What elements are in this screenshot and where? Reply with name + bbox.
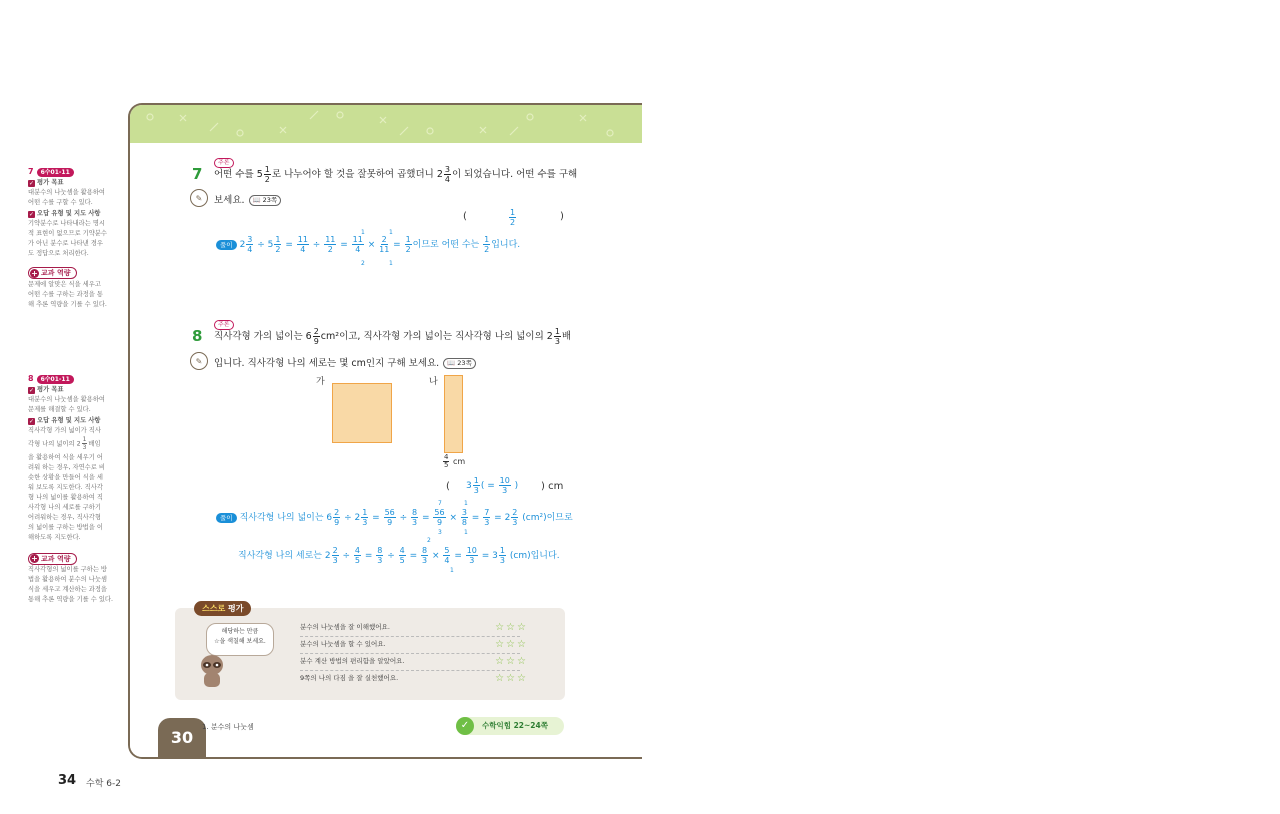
question-7-number: 7 (192, 165, 203, 183)
cancel-small-bottom: 1 (450, 567, 454, 574)
margin-q7-number: 7 (28, 167, 34, 176)
goal-title: 평가 목표 (37, 179, 64, 186)
goal-line: 문제를 해결할 수 있다. (28, 406, 91, 413)
error-line: 가 아닌 분수로 나타낸 경우 (28, 240, 103, 247)
answer-paren-open: ( (446, 481, 450, 492)
competency-line: 통해 추론 역량을 기를 수 있다. (28, 596, 114, 603)
cancel-small-bottom: 1 (464, 529, 468, 536)
reasoning-badge: 추론 (214, 158, 234, 168)
pencil-icon: ✎ (190, 352, 208, 370)
answer-paren-close: ) (560, 211, 564, 222)
goal-title: 평가 목표 (37, 386, 64, 393)
cancel-small-top: 2 (427, 537, 431, 544)
rectangle-ga (332, 383, 392, 443)
cancel-small-bottom: 1 (389, 260, 393, 267)
star-rating[interactable]: ☆☆☆ (495, 639, 528, 650)
cancel-small-top: 1 (389, 229, 393, 236)
competency-badge: + 교과 역량 (28, 267, 77, 279)
raccoon-mascot-icon (196, 653, 228, 689)
chapter-title: 1. 분수의 나눗셈 (202, 723, 254, 731)
check-icon: ✓ (28, 386, 35, 394)
reasoning-badge: 추론 (214, 320, 234, 330)
error-title: 오답 유형 및 지도 사항 (37, 210, 101, 217)
self-eval-row: 분수 계산 방법의 편리함을 알았어요. ☆☆☆ (300, 653, 520, 671)
star-rating[interactable]: ☆☆☆ (495, 673, 528, 684)
margin-q8-tag: 6수01-11 (37, 375, 74, 384)
margin-note-q8 (28, 374, 118, 605)
instruction-bubble: 해당하는 만큼 ☆을 색칠해 보세요. (206, 623, 274, 656)
error-line: 어려워하는 경우, 직사각형 (28, 513, 101, 521)
banner-pattern (130, 105, 642, 145)
question-7-answer: $\frac{1}{2}$ (510, 208, 516, 227)
error-title: 오답 유형 및 지도 사항 (37, 417, 101, 424)
goal-line: 어떤 수를 구할 수 있다. (28, 199, 93, 206)
competency-line: 어떤 수를 구하는 과정을 통 (28, 290, 103, 298)
book-icon: 📖 (252, 196, 261, 204)
error-line: 슷한 상황을 만들어 식을 세 (28, 473, 103, 481)
star-rating[interactable]: ☆☆☆ (495, 622, 528, 633)
page-number: 30 (158, 718, 206, 758)
error-line: 을 활용하여 식을 세우기 어 (28, 453, 103, 461)
error-line: 사각형 나의 세로를 구하기 (28, 503, 101, 511)
competency-line: 법을 활용하여 분수의 나눗셈 (28, 576, 107, 583)
answer-unit: ) cm (541, 481, 564, 492)
rectangle-na (444, 375, 463, 453)
error-line: 도 정답으로 처리한다. (28, 250, 89, 257)
textbook-ref: 📖 23쪽 (443, 358, 476, 369)
outer-page-number: 34 (58, 773, 77, 788)
solution-pill: 풀이 (216, 240, 237, 250)
question-8-number: 8 (192, 327, 203, 345)
error-line: 형 나의 넓이를 활용하여 직 (28, 493, 103, 501)
star-rating[interactable]: ☆☆☆ (495, 656, 528, 667)
plus-icon: + (31, 554, 38, 563)
error-line: 워 보도록 지도한다. 직사각 (28, 483, 103, 491)
book-icon: 📖 (447, 359, 456, 367)
question-8-solution-1: 풀이 직사각형 나의 넓이는 6 $\frac{2}{9}$ ÷ 2 $\frac{1}{3}$ = $\frac{56}{9}$ ÷ $\frac{8}{3}$ = $\frac{56}{9}$ × $\frac{3}{8}$ = $\frac{7}{3}$ = 2 $\frac{2}{3}$ (cm²)이므로 (216, 508, 573, 527)
pencil-icon: ✎ (190, 189, 208, 207)
check-circle-icon: ✓ (456, 717, 474, 735)
goal-line: 대분수의 나눗셈을 활용하여 (28, 396, 105, 403)
outer-subject: 수학 6-2 (86, 779, 121, 789)
question-7-text: 어떤 수를 5 $\frac{1}{2}$ 로 나누어야 할 것을 잘못하여 곱했더니 2 $\frac{3}{4}$ 이 되었습니다. 어떤 수를 구해 (214, 165, 578, 184)
cancel-small-bottom: 2 (361, 260, 365, 267)
rect-na-width: $\frac{4}{5}$ cm (444, 453, 466, 469)
error-line: 의 넓이를 구하는 방법을 이 (28, 523, 103, 531)
error-line: 각형 나의 넓이의 2 $\frac{1}{3}$ 배임 (28, 436, 101, 451)
self-evaluation-tag: 스스로 평가 (194, 601, 251, 616)
workbook-link[interactable]: ✓ 수학익힘 22~24쪽 (456, 717, 564, 735)
self-eval-row: 분수의 나눗셈을 잘 이해했어요. ☆☆☆ (300, 619, 520, 637)
self-eval-row: 분수의 나눗셈을 할 수 있어요. ☆☆☆ (300, 636, 520, 654)
goal-line: 대분수의 나눗셈을 활용하여 (28, 189, 105, 196)
error-line: 적 표현이 없으므로 기약분수 (28, 230, 107, 237)
check-icon: ✓ (28, 179, 35, 187)
question-8-text: 직사각형 가의 넓이는 6 $\frac{2}{9}$ cm²이고, 직사각형 가의 넓이는 직사각형 나의 넓이의 2 $\frac{1}{3}$ 배 (214, 327, 572, 346)
error-line: 기약분수로 나타내라는 명시 (28, 220, 105, 227)
cancel-small-top: 7 (438, 500, 442, 507)
textbook-page (128, 103, 642, 759)
cancel-small-top: 1 (464, 500, 468, 507)
error-line: 직사각형 가의 넓이가 직사 (28, 427, 101, 434)
cancel-small-top: 1 (361, 229, 365, 236)
solution-pill: 풀이 (216, 513, 237, 523)
competency-line: 해 추론 역량을 기를 수 있다. (28, 300, 107, 308)
check-icon: ✓ (28, 210, 35, 218)
question-8-answer: 3 $\frac{1}{3}$ ( = $\frac{10}{3}$ ) (466, 476, 519, 495)
rect-na-label: 나 (429, 377, 438, 387)
error-line: 해하도록 지도한다. (28, 533, 81, 541)
plus-icon: + (31, 268, 38, 278)
competency-line: 문제에 알맞은 식을 세우고 (28, 280, 101, 288)
question-7-solution: 풀이 2 $\frac{3}{4}$ ÷ 5 $\frac{1}{2}$ = $\frac{11}{4}$ ÷ $\frac{11}{2}$ = $\frac{11}{4}$ × $\frac{2}{11}$ = $\frac{1}{2}$ 이므로 어떤 수는 $\frac{1}{2}$ 입니다. (216, 235, 520, 254)
self-eval-row: 9쪽의 나의 다짐 을 잘 실천했어요. ☆☆☆ (300, 670, 520, 687)
cancel-small-bottom: 3 (438, 529, 442, 536)
question-8-solution-2: 직사각형 나의 세로는 2 $\frac{2}{3}$ ÷ $\frac{4}{5}$ = $\frac{8}{3}$ ÷ $\frac{4}{5}$ = $\frac{8}{3}$ × $\frac{5}{4}$ = $\frac{10}{3}$ = 3 $\frac{1}{3}$ (cm)입니다. (238, 546, 560, 565)
margin-q7-tag: 6수01-11 (37, 168, 74, 177)
competency-badge: + 교과 역량 (28, 553, 77, 565)
competency-line: 식을 세우고 계산하는 과정을 (28, 586, 107, 593)
margin-q8-number: 8 (28, 374, 34, 383)
error-line: 려워 하는 경우, 자연수로 비 (28, 463, 105, 471)
competency-line: 직사각형의 넓이를 구하는 방 (28, 566, 107, 573)
question-8-text-2: 입니다. 직사각형 나의 세로는 몇 cm인지 구해 보세요. 📖 23쪽 (214, 355, 476, 369)
margin-note-q7 (28, 167, 118, 310)
textbook-ref: 📖 23쪽 (249, 195, 282, 206)
question-7-text-2: 보세요. 📖 23쪽 (214, 192, 281, 206)
answer-paren-open: ( (463, 211, 467, 222)
check-icon: ✓ (28, 417, 35, 425)
rect-ga-label: 가 (316, 377, 325, 387)
